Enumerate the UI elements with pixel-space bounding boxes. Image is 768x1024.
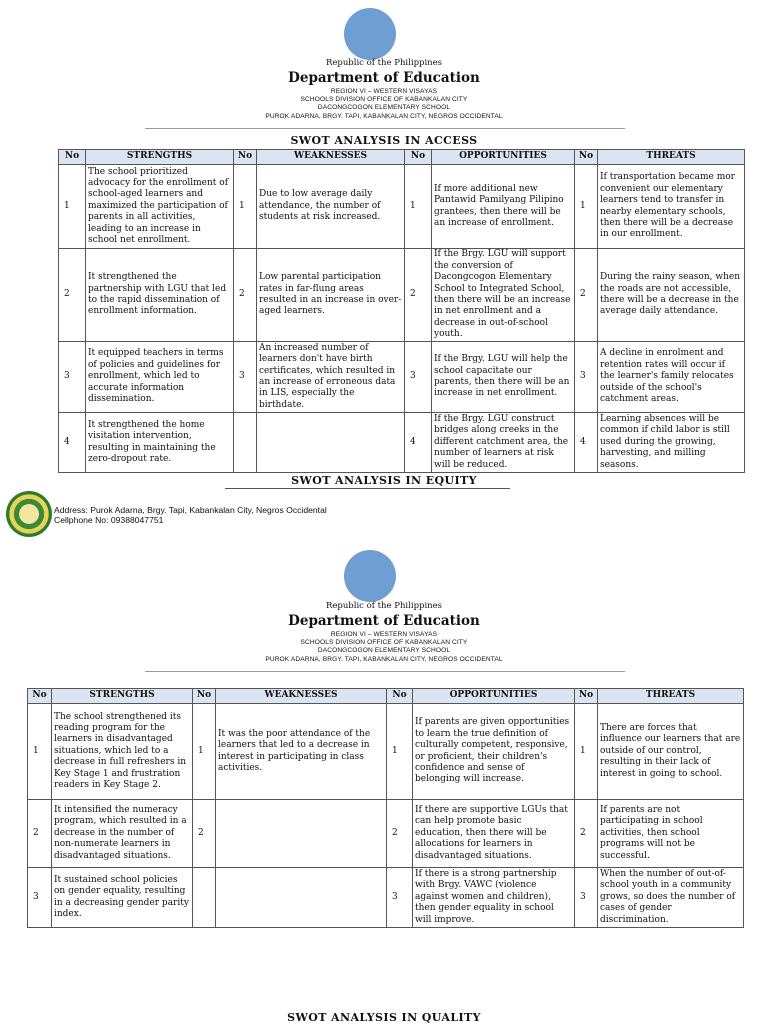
weakness-cell: An increased number of learners don't have birth certificates, which resulted in an increase of erroneous data in LIS, especially the birthdate. [257,342,405,413]
equity-title-rule [225,488,510,489]
weakness-cell: Due to low average daily attendance, the number of students at risk increased. [257,165,405,249]
header-division: SCHOOLS DIVISION OFFICE OF KABANKALAN CITY [300,96,468,103]
opportunity-number: 4 [405,413,432,473]
strength-cell: It strengthened the partnership with LGU that led to the rapid dissemination of enrollment information. [86,249,234,342]
footer-phone: Cellphone No: 09388047751 [54,515,164,525]
weakness-number: 1 [234,165,257,249]
strength-number: 3 [28,868,52,928]
opportunity-number: 2 [405,249,432,342]
strength-cell: It equipped teachers in terms of policies and guidelines for enrollment, which led to accurate information dissemination. [86,342,234,413]
table-row [59,165,745,249]
table-row [28,704,744,800]
strength-number: 3 [59,342,86,413]
header-address: PUROK ADARNA, BRGY. TAPI, KABANKALAN CITY, NEGROS OCCIDENTAL [265,113,503,120]
strength-number: 1 [59,165,86,249]
strength-cell: It intensified the numeracy program, which resulted in a decrease in the number of non-numerate learners in disadvantaged situations. [52,800,193,868]
deped-seal [344,550,396,602]
header-republic: Republic of the Philippines [325,601,443,611]
threat-cell: A decline in enrolment and retention rates will occur if the learner's family relocates outside of the school's catchment areas. [598,342,745,413]
opportunity-number: 3 [387,868,413,928]
col-header-weaknesses: WEAKNESSES [257,150,405,165]
threat-number: 2 [575,800,598,868]
col-header-opportunities: OPPORTUNITIES [413,689,575,704]
strength-number: 2 [28,800,52,868]
opportunity-number: 2 [387,800,413,868]
table-header-row [28,689,744,704]
col-header-no: No [405,150,432,165]
table-row [59,249,745,342]
header-republic: Republic of the Philippines [325,58,443,68]
col-header-no: No [575,689,598,704]
header-department: Department of Education [288,70,480,86]
threat-cell: When the number of out-of-school youth in a community grows, so does the number of cases of gender discrimination. [598,868,744,928]
col-header-no: No [387,689,413,704]
weakness-cell [216,800,387,868]
header-rule [145,671,625,672]
col-header-no: No [28,689,52,704]
table-header-row [59,150,745,165]
weakness-number: 2 [234,249,257,342]
table-row [28,868,744,928]
weakness-number: 3 [234,342,257,413]
weakness-number: 1 [193,704,216,800]
threat-cell: During the rainy season, when the roads are not accessible, there will be a decrease in the average daily attendance. [598,249,745,342]
col-header-threats: THREATS [598,150,745,165]
strength-number: 1 [28,704,52,800]
school-logo [6,491,52,537]
strength-cell: It sustained school policies on gender equality, resulting in a decreasing gender parity index. [52,868,193,928]
deped-seal [344,8,396,60]
swot-table-equity [27,688,744,928]
weakness-cell [257,413,405,473]
weakness-cell [216,868,387,928]
header-region: REGION VI – WESTERN VISAYAS [330,88,438,95]
col-header-weaknesses: WEAKNESSES [216,689,387,704]
threat-cell: Learning absences will be common if child labor is still used during the growing, harvesting, and milling seasons. [598,413,745,473]
threat-number: 1 [575,165,598,249]
header-school: DACONGCOGON ELEMENTARY SCHOOL [317,647,451,654]
strength-number: 4 [59,413,86,473]
section-title-equity: SWOT ANALYSIS IN EQUITY [291,474,477,487]
opportunity-cell: If more additional new Pantawid Pamilyang Pilipino grantees, then there will be an increase of enrollment. [432,165,575,249]
col-header-no: No [575,150,598,165]
threat-number: 3 [575,342,598,413]
table-row [59,342,745,413]
col-header-no: No [193,689,216,704]
weakness-number: 2 [193,800,216,868]
opportunity-cell: If the Brgy. LGU will help the school capacitate our parents, then there will be an increase in net enrollment. [432,342,575,413]
threat-number: 3 [575,868,598,928]
threat-cell: There are forces that influence our learners that are outside of our control, resulting in their lack of interest in going to school. [598,704,744,800]
table-row [59,413,745,473]
threat-number: 2 [575,249,598,342]
swot-table-access [58,149,745,473]
col-header-no: No [59,150,86,165]
opportunity-cell: If there are supportive LGUs that can help promote basic education, then there will be allocations for learners in disadvantaged situations. [413,800,575,868]
section-title-access: SWOT ANALYSIS IN ACCESS [290,134,478,147]
section-title-quality: SWOT ANALYSIS IN QUALITY [287,1011,481,1024]
threat-cell: If parents are not participating in school activities, then school programs will not be successful. [598,800,744,868]
weakness-number [234,413,257,473]
footer-address: Address: Purok Adarna, Brgy. Tapi, Kabankalan City, Negros Occidental [54,505,327,515]
strength-cell: The school prioritized advocacy for the enrollment of school-aged learners and maximized the participation of parents in all activities, leading to an increase in school net enrollment. [86,165,234,249]
col-header-opportunities: OPPORTUNITIES [432,150,575,165]
col-header-strengths: STRENGTHS [86,150,234,165]
col-header-no: No [234,150,257,165]
header-rule [145,128,625,129]
col-header-strengths: STRENGTHS [52,689,193,704]
threat-number: 1 [575,704,598,800]
opportunity-cell: If there is a strong partnership with Brgy. VAWC (violence against women and children), then gender equality in school will improve. [413,868,575,928]
col-header-threats: THREATS [598,689,744,704]
opportunity-cell: If the Brgy. LGU construct bridges along creeks in the different catchment area, the number of learners at risk will be reduced. [432,413,575,473]
header-address: PUROK ADARNA, BRGY. TAPI, KABANKALAN CITY, NEGROS OCCIDENTAL [265,656,503,663]
strength-cell: It strengthened the home visitation intervention, resulting in maintaining the zero-dropout rate. [86,413,234,473]
opportunity-cell: If parents are given opportunities to learn the true definition of culturally competent, responsive, or proficient, their children's confidence and sense of belonging will increase. [413,704,575,800]
strength-number: 2 [59,249,86,342]
threat-number: 4 [575,413,598,473]
opportunity-number: 1 [405,165,432,249]
header-school: DACONGCOGON ELEMENTARY SCHOOL [317,104,451,111]
header-department: Department of Education [288,613,480,629]
header-division: SCHOOLS DIVISION OFFICE OF KABANKALAN CITY [300,639,468,646]
threat-cell: If transportation became mor convenient our elementary learners tend to transfer in nearby elementary schools, then there will be a decrease in our enrollment. [598,165,745,249]
opportunity-number: 3 [405,342,432,413]
header-region: REGION VI – WESTERN VISAYAS [330,631,438,638]
table-row [28,800,744,868]
weakness-cell: It was the poor attendance of the learners that led to a decrease in interest in participating in class activities. [216,704,387,800]
opportunity-number: 1 [387,704,413,800]
strength-cell: The school strengthened its reading program for the learners in disadvantaged situations, which led to a decrease in full refreshers in Key Stage 1 and frustration readers in Key Stage 2. [52,704,193,800]
weakness-cell: Low parental participation rates in far-flung areas resulted in an increase in over-aged learners. [257,249,405,342]
opportunity-cell: If the Brgy. LGU will support the conversion of Dacongcogon Elementary School to Integrated School, then there will be an increase in net enrollment and a decrease in out-of-school youth. [432,249,575,342]
weakness-number [193,868,216,928]
